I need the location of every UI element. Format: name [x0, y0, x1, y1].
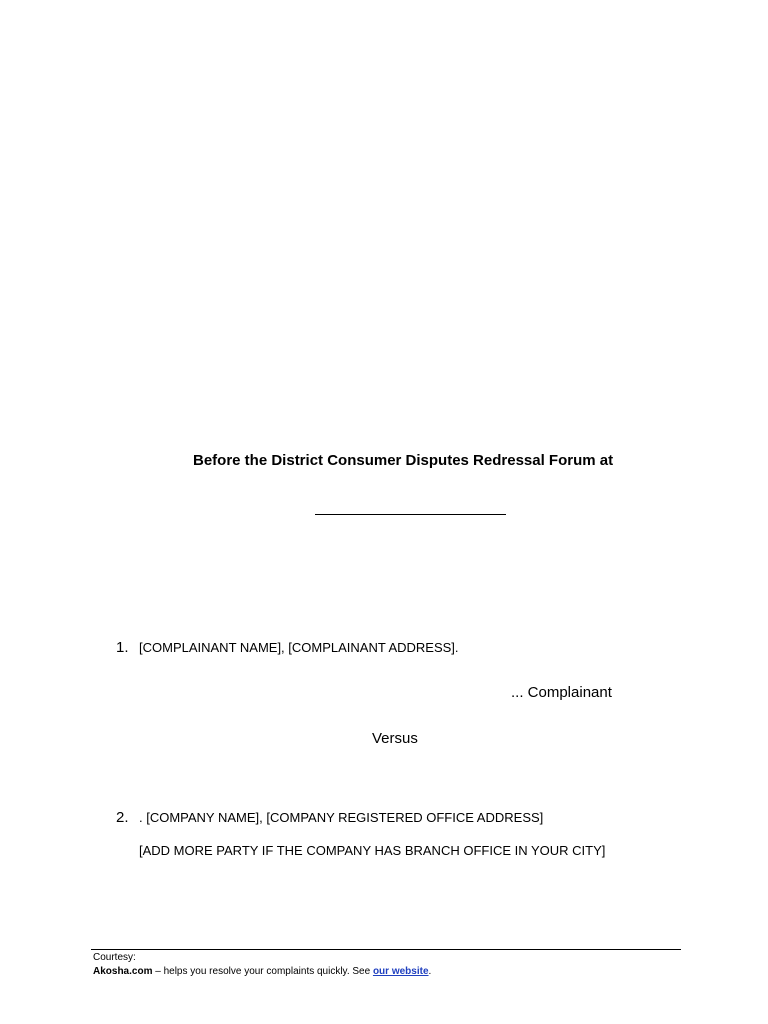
versus-label: Versus	[372, 730, 418, 747]
party-1-text: [COMPLAINANT NAME], [COMPLAINANT ADDRESS].	[139, 640, 459, 655]
party-1-number: 1.	[116, 639, 129, 656]
party-2-note: [ADD MORE PARTY IF THE COMPANY HAS BRANCH OFFICE IN YOUR CITY]	[139, 843, 606, 858]
complainant-role-label: ... Complainant	[511, 684, 612, 701]
party-2-text: . [COMPANY NAME], [COMPANY REGISTERED OFFICE ADDRESS]	[139, 810, 544, 825]
footer-courtesy-label: Courtesy:	[93, 952, 136, 963]
document-heading: Before the District Consumer Disputes Redressal Forum at	[193, 452, 614, 469]
forum-location-blank-line	[315, 514, 506, 515]
party-2-number: 2.	[116, 809, 129, 826]
footer-tagline: – helps you resolve your complaints quickly. See	[152, 966, 373, 977]
footer-divider	[91, 949, 681, 950]
our-website-link[interactable]: our website	[372, 966, 429, 977]
footer-trailing: .	[428, 966, 432, 977]
footer-brand: Akosha.com	[93, 966, 153, 977]
footer-line	[93, 966, 431, 977]
